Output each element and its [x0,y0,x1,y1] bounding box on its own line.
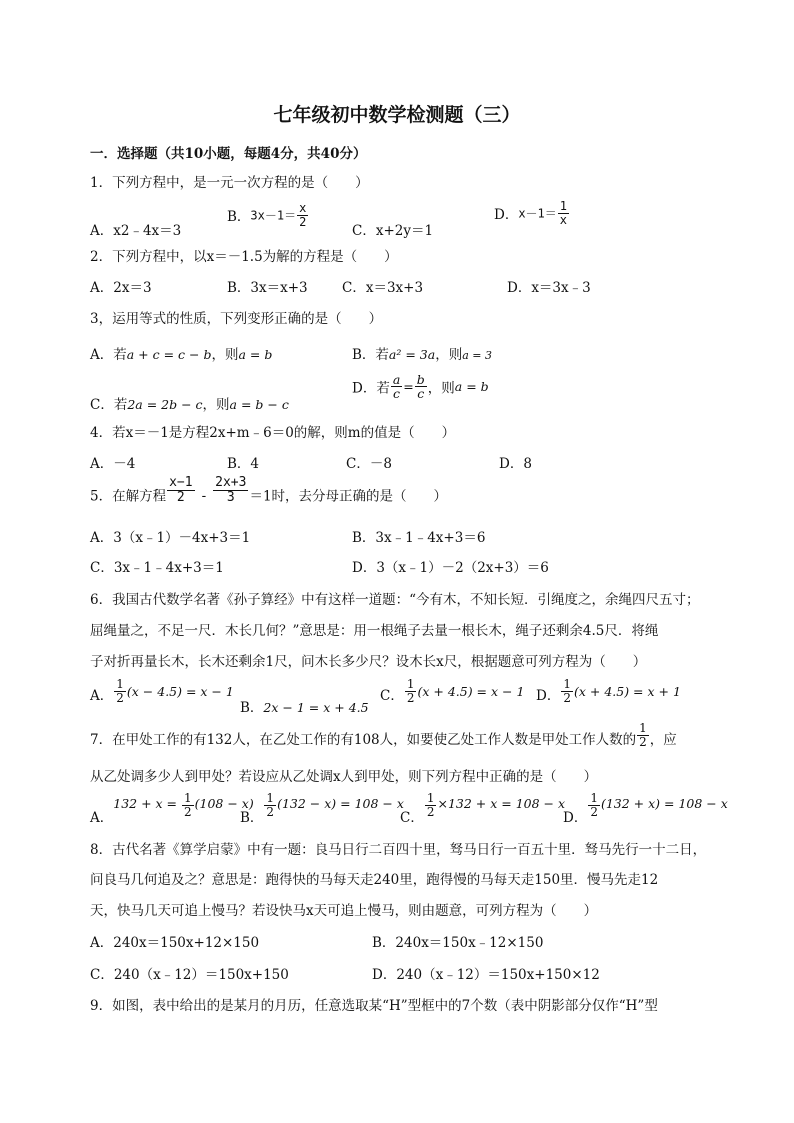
q5-option-d: D．3（x﹣1）－2（2x+3）＝6 [352,560,549,576]
q2-option-d: D．x＝3x﹣3 [507,280,591,296]
q6-a-label: A． [90,688,114,705]
q5-numerator-2: 2x+3 [215,475,247,490]
q5-fraction-1 [167,476,194,504]
q6-c-label: C． [380,688,404,705]
q3-d-denominator-right: c [417,386,425,402]
q8-option-d: D．240（x﹣12）＝150x+150×12 [372,967,600,983]
q3-c-condition: 2a = 2b − c [127,397,203,412]
q5-option-b: B．3x﹣1﹣4x+3＝6 [352,530,486,546]
q5-denominator-2: 3 [226,489,235,505]
q6-a-rest: (x − 4.5) = x − 1 [126,684,234,699]
q3-a-label: A．若 [90,347,127,363]
q6-d-rest: (x + 4.5) = x + 1 [573,684,681,699]
q7-d-fraction [588,792,600,818]
question-6-line-2: 屈绳量之，不足一尺．木长几何？”意思是：用一根绳子去量一根长木，绳子还剩余4.5尺．将绳 [90,623,659,639]
q3-d-then: ，则 [427,380,455,397]
q7-b-denominator: 2 [266,804,275,819]
q1-d-numerator: 1 [559,199,568,213]
q3-c-label: C．若 [90,397,128,413]
q5-denominator-1: 2 [176,489,185,505]
q3-c-result: a = b − c [229,397,289,412]
q4-option-a: A．－4 [90,456,136,472]
q7-d-label: D． [563,810,588,827]
q6-c-denominator: 2 [406,690,415,705]
q3-d-equals: = [403,379,414,395]
q6-a-numerator: 1 [116,677,124,691]
q4-option-c: C．－8 [346,456,392,472]
q5-suffix: ＝1时，去分母正确的是（ ） [249,488,448,505]
q7-b-rest: (132 − x) = 108 − x [277,796,404,811]
q7-a-rest: (108 − x) [194,796,254,811]
q1-option-d [494,200,570,226]
q7-d-rest: (132 + x) = 108 − x [600,796,728,811]
q6-option-c [380,678,524,704]
q3-b-then: ，则 [435,347,463,363]
q7-option-d [563,791,728,827]
question-7-line-2: 从乙处调多少人到甲处？若设应从乙处调x人到甲处，则下列方程中正确的是（ ） [90,769,598,785]
q6-c-rest: (x + 4.5) = x − 1 [417,684,525,699]
q7-c-rest: ×132 + x = 108 − x [437,796,566,811]
q3-d-label: D．若 [352,380,390,397]
q5-minus: - [201,488,207,505]
q1-option-b [227,202,309,228]
q7-a-denominator: 2 [184,804,192,819]
q1-b-label: B． [227,209,251,226]
question-7-line-1 [90,722,677,748]
q8-option-a: A．240x＝150x+12×150 [90,935,260,951]
question-8-line-2: 问良马几何追及之？意思是：跑得快的马每天走240里，跑得慢的马每天走150里．慢马先走12 [90,872,659,888]
q7-b-fraction [264,792,276,818]
question-5-stem [90,476,447,504]
q6-a-fraction [114,678,126,704]
q7-d-denominator: 2 [590,804,598,819]
q6-c-fraction [405,678,417,704]
q1-b-numerator: x [299,201,307,215]
q5-prefix: 5．在解方程 [90,488,167,505]
q5-numerator-1: x−1 [169,475,193,490]
q5-option-c: C．3x﹣1﹣4x+3＝1 [90,560,224,576]
q3-option-d [352,373,489,400]
q3-b-label: B．若 [352,347,389,363]
q7-a-label: A． [90,810,114,827]
question-9-line-1: 9．如图，表中给出的是某月的月历，任意选取某“H”型框中的7个数（表中阴影部分仅作“H”型 [90,998,658,1014]
q2-option-c: C．x＝3x+3 [342,280,424,296]
q1-option-c: C．x+2y＝1 [352,223,434,239]
q3-b-result: a = 3 [462,349,492,362]
q1-option-a: A．x2﹣4x＝3 [90,223,182,239]
q5-fraction-2 [213,476,248,504]
q3-d-denominator-left: c [393,386,401,402]
q3-option-c [90,393,289,413]
q6-c-numerator: 1 [406,677,415,691]
q7-c-fraction [425,792,437,818]
q6-d-fraction [561,678,573,704]
q3-d-fraction-right [415,373,427,400]
q7-a-lhs: 132 + x = [113,796,181,811]
q7-line-1-text: 7．在甲处工作的有132人，在乙处工作的有108人，如要使乙处工作人数是甲处工作人数的 [90,732,637,749]
q7-option-b [240,791,404,827]
q1-d-fraction [558,200,569,226]
question-2-stem: 2．下列方程中，以x＝－1.5为解的方程是（ ） [90,249,398,265]
q1-b-denominator: 2 [299,214,307,229]
q7-option-a [90,791,254,827]
question-6-line-1: 6．我国古代数学名著《孙子算经》中有这样一道题：“今有木，不知长短．引绳度之，余绳四尺五寸； [90,592,700,608]
q2-option-b: B．3x＝x+3 [227,280,308,296]
q3-a-condition: a + c = c − b [126,347,212,362]
q7-denominator: 2 [639,734,647,749]
q6-d-denominator: 2 [563,690,571,705]
q7-c-label: C． [400,810,424,827]
q7-a-fraction [182,792,194,818]
question-6-line-3: 子对折再量长木，长木还剩余1尺，问木长多少尺？设木长x尺，根据题意可列方程为（ ） [90,654,647,670]
q6-option-b [240,696,369,716]
q6-b-equation: 2x − 1 = x + 4.5 [263,700,369,715]
question-3-stem: 3，运用等式的性质，下列变形正确的是（ ） [90,311,383,327]
q3-option-a [90,343,272,363]
q6-a-denominator: 2 [116,690,124,705]
q6-d-numerator: 1 [563,677,571,691]
question-1-stem: 1．下列方程中，是一元一次方程的是（ ） [90,175,369,191]
q6-option-a [90,678,234,704]
q3-a-then: ，则 [211,347,239,363]
q8-option-c: C．240（x﹣12）＝150x+150 [90,967,289,983]
q3-d-fraction-left [391,373,402,400]
q7-d-numerator: 1 [590,791,598,805]
q7-option-c [400,791,566,827]
q7-line-1-end: ，应 [649,732,677,749]
q3-d-result: a = b [454,379,489,395]
q7-c-denominator: 2 [426,804,435,819]
q1-b-lhs: 3x－1＝ [250,208,297,223]
q3-d-numerator-left: a [392,372,401,387]
q7-numerator: 1 [639,721,647,735]
page-title: 七年级初中数学检测题（三） [273,104,521,126]
question-4-stem: 4．若x＝－1是方程2x+m﹣6＝0的解，则m的值是（ ） [90,425,456,441]
q4-option-d: D．8 [499,456,532,472]
q1-b-fraction [297,202,308,228]
question-8-line-3: 天，快马几天可追上慢马？若设快马x天可追上慢马，则由题意，可列方程为（ ） [90,903,598,919]
q7-b-numerator: 1 [266,791,275,805]
q3-a-result: a = b [238,347,273,362]
q1-d-denominator: x [559,212,568,227]
question-8-line-1: 8．古代名著《算学启蒙》中有一题：良马日行二百四十里，驽马日行一百五十里．驽马先行一十二日， [90,842,707,858]
q7-a-numerator: 1 [184,791,192,805]
q1-d-lhs: x－1＝ [518,206,557,221]
q3-option-b [352,343,492,363]
q7-c-numerator: 1 [426,791,435,805]
q3-c-then: ，则 [202,397,230,413]
q2-option-a: A．2x＝3 [90,280,152,296]
section-heading: 一．选择题（共10小题，每题4分，共40分） [90,146,367,162]
q1-d-label: D． [494,207,519,224]
q5-option-a: A．3（x﹣1）－4x+3＝1 [90,530,251,546]
q8-option-b: B．240x＝150x﹣12×150 [372,935,544,951]
q6-b-label: B． [240,700,264,716]
q6-option-d [536,678,681,704]
q7-b-label: B． [240,810,264,827]
q3-d-numerator-right: b [416,372,425,387]
q7-fraction [637,722,649,748]
q3-b-condition: a² = 3a [388,347,436,362]
q6-d-label: D． [536,688,561,705]
q4-option-b: B．4 [227,456,260,472]
